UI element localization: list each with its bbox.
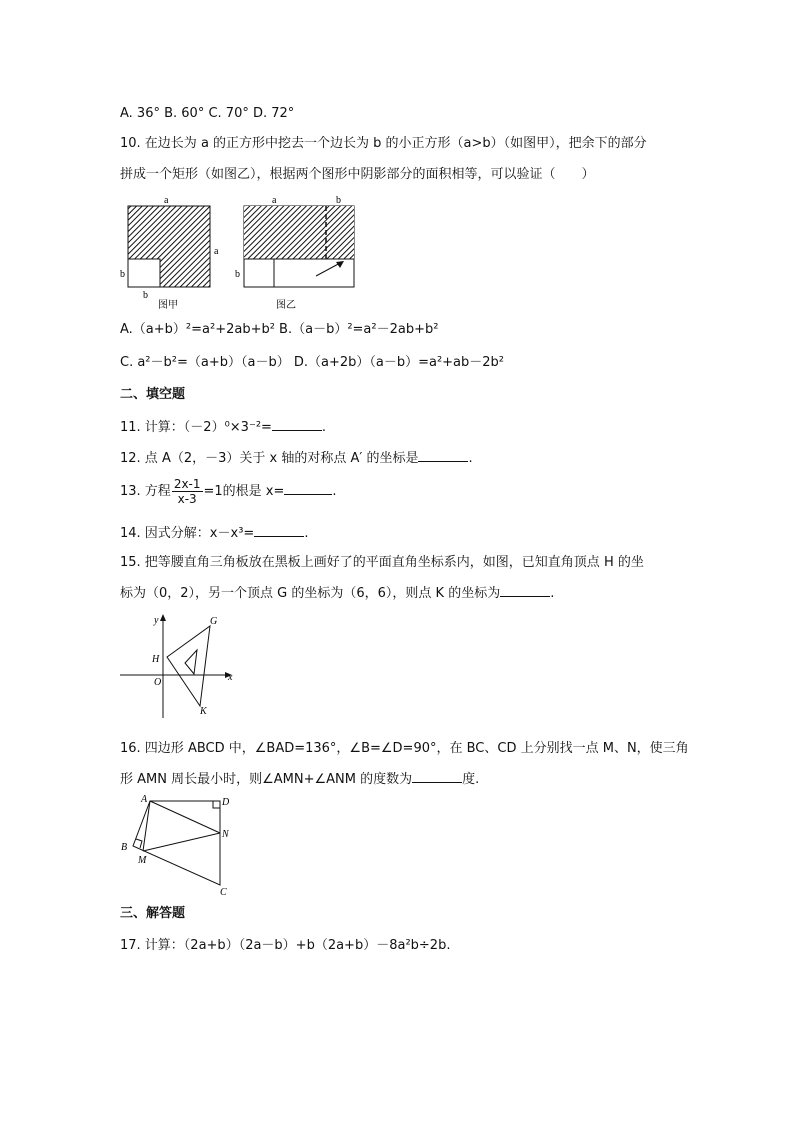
- q15-answer-blank[interactable]: [500, 584, 550, 597]
- q16-figure: [116, 793, 241, 897]
- q14-text: 14. 因式分解：x－x³=: [120, 526, 255, 541]
- q17: 17. 计算：（2a+b）（2a－b）+b（2a+b）－8a²b÷2b.: [120, 938, 451, 953]
- q12-text: 12. 点 A（2，－3）关于 x 轴的对称点 A′ 的坐标是: [120, 451, 419, 466]
- q13: [120, 477, 337, 507]
- jia-label-a-right: a: [214, 246, 219, 257]
- fig15-label-k: K: [200, 706, 207, 717]
- caption-yi: 图乙: [276, 300, 296, 310]
- q12-answer-blank[interactable]: [418, 449, 468, 462]
- q15-figure: [118, 610, 243, 722]
- q13-mid: =1的根是 x=: [203, 484, 285, 499]
- fig16-label-b: B: [121, 842, 128, 853]
- q16-answer-blank[interactable]: [412, 770, 462, 783]
- figure-jia: [120, 195, 219, 310]
- fig16-label-m: M: [138, 855, 147, 866]
- fig15-label-o: O: [154, 677, 162, 688]
- q16-line1: 16. 四边形 ABCD 中，∠BAD=136°，∠B=∠D=90°，在 BC、CD 上分别找一点 M、N，使三角: [120, 741, 689, 756]
- q14-answer-blank[interactable]: [254, 524, 304, 537]
- q13-answer-blank[interactable]: [284, 482, 332, 495]
- q9-options: A. 36° B. 60° C. 70° D. 72°: [120, 106, 295, 121]
- fig15-label-g: G: [210, 616, 218, 627]
- q13-denominator: x-3: [177, 492, 197, 506]
- q10-figure: [116, 192, 366, 310]
- q12-end: .: [468, 451, 473, 466]
- fig16-label-d: D: [222, 797, 230, 808]
- section-fill-in-heading: 二、填空题: [120, 387, 186, 402]
- q14-end: .: [304, 526, 309, 541]
- q13-numerator: 2x-1: [173, 477, 201, 491]
- q11-answer-blank[interactable]: [272, 418, 322, 431]
- q14: [120, 524, 308, 542]
- section-solve-heading: 三、解答题: [120, 906, 186, 921]
- yi-label-a-top: a: [272, 195, 277, 206]
- yi-label-b-left: b: [235, 269, 240, 280]
- yi-label-b-top: b: [336, 195, 341, 206]
- caption-jia: 图甲: [158, 300, 178, 310]
- fig16-label-a: A: [141, 794, 148, 805]
- q16-line2: [120, 770, 479, 788]
- q16-line2-text: 形 AMN 周长最小时，则∠AMN+∠ANM 的度数为: [120, 772, 413, 787]
- fig16-label-c: C: [220, 887, 227, 897]
- q13-end: .: [332, 484, 337, 499]
- fig16-label-n: N: [222, 829, 229, 840]
- q12: [120, 449, 473, 467]
- jia-label-a-top: a: [164, 195, 169, 206]
- q15-end: .: [550, 586, 555, 601]
- q10-line2: 拼成一个矩形（如图乙），根据两个图形中阴影部分的面积相等，可以验证（ ）: [120, 167, 595, 182]
- q15-line2: [120, 584, 554, 602]
- q10-line1: 10. 在边长为 a 的正方形中挖去一个边长为 b 的小正方形（a>b）（如图甲），把余下的部分: [120, 136, 647, 151]
- fig15-label-x: x: [228, 672, 233, 683]
- figure-yi: [235, 195, 354, 310]
- q10-option-c-d: C. a²－b²=（a+b）（a－b） D.（a+2b）（a－b）=a²+ab－2b²: [120, 355, 504, 370]
- q15-line1: 15. 把等腰直角三角板放在黑板上画好了的平面直角坐标系内，如图，已知直角顶点 H 的坐: [120, 555, 644, 570]
- q11: [120, 418, 326, 436]
- fig15-label-h: H: [152, 654, 160, 665]
- q11-text: 11. 计算：（－2）⁰×3⁻²=: [120, 420, 272, 435]
- q16-end: 度.: [462, 772, 480, 787]
- jia-label-b-left: b: [120, 269, 125, 280]
- jia-label-b-bottom: b: [143, 290, 148, 301]
- q13-fraction: [172, 477, 203, 506]
- q11-end: .: [321, 420, 327, 435]
- q10-option-a-b: A.（a+b）²=a²+2ab+b² B.（a－b）²=a²－2ab+b²: [120, 322, 439, 337]
- q13-pre: 13. 方程: [120, 484, 171, 499]
- fig15-label-y: y: [154, 615, 159, 626]
- q15-line2-text: 标为（0，2），另一个顶点 G 的坐标为（6，6），则点 K 的坐标为: [120, 586, 501, 601]
